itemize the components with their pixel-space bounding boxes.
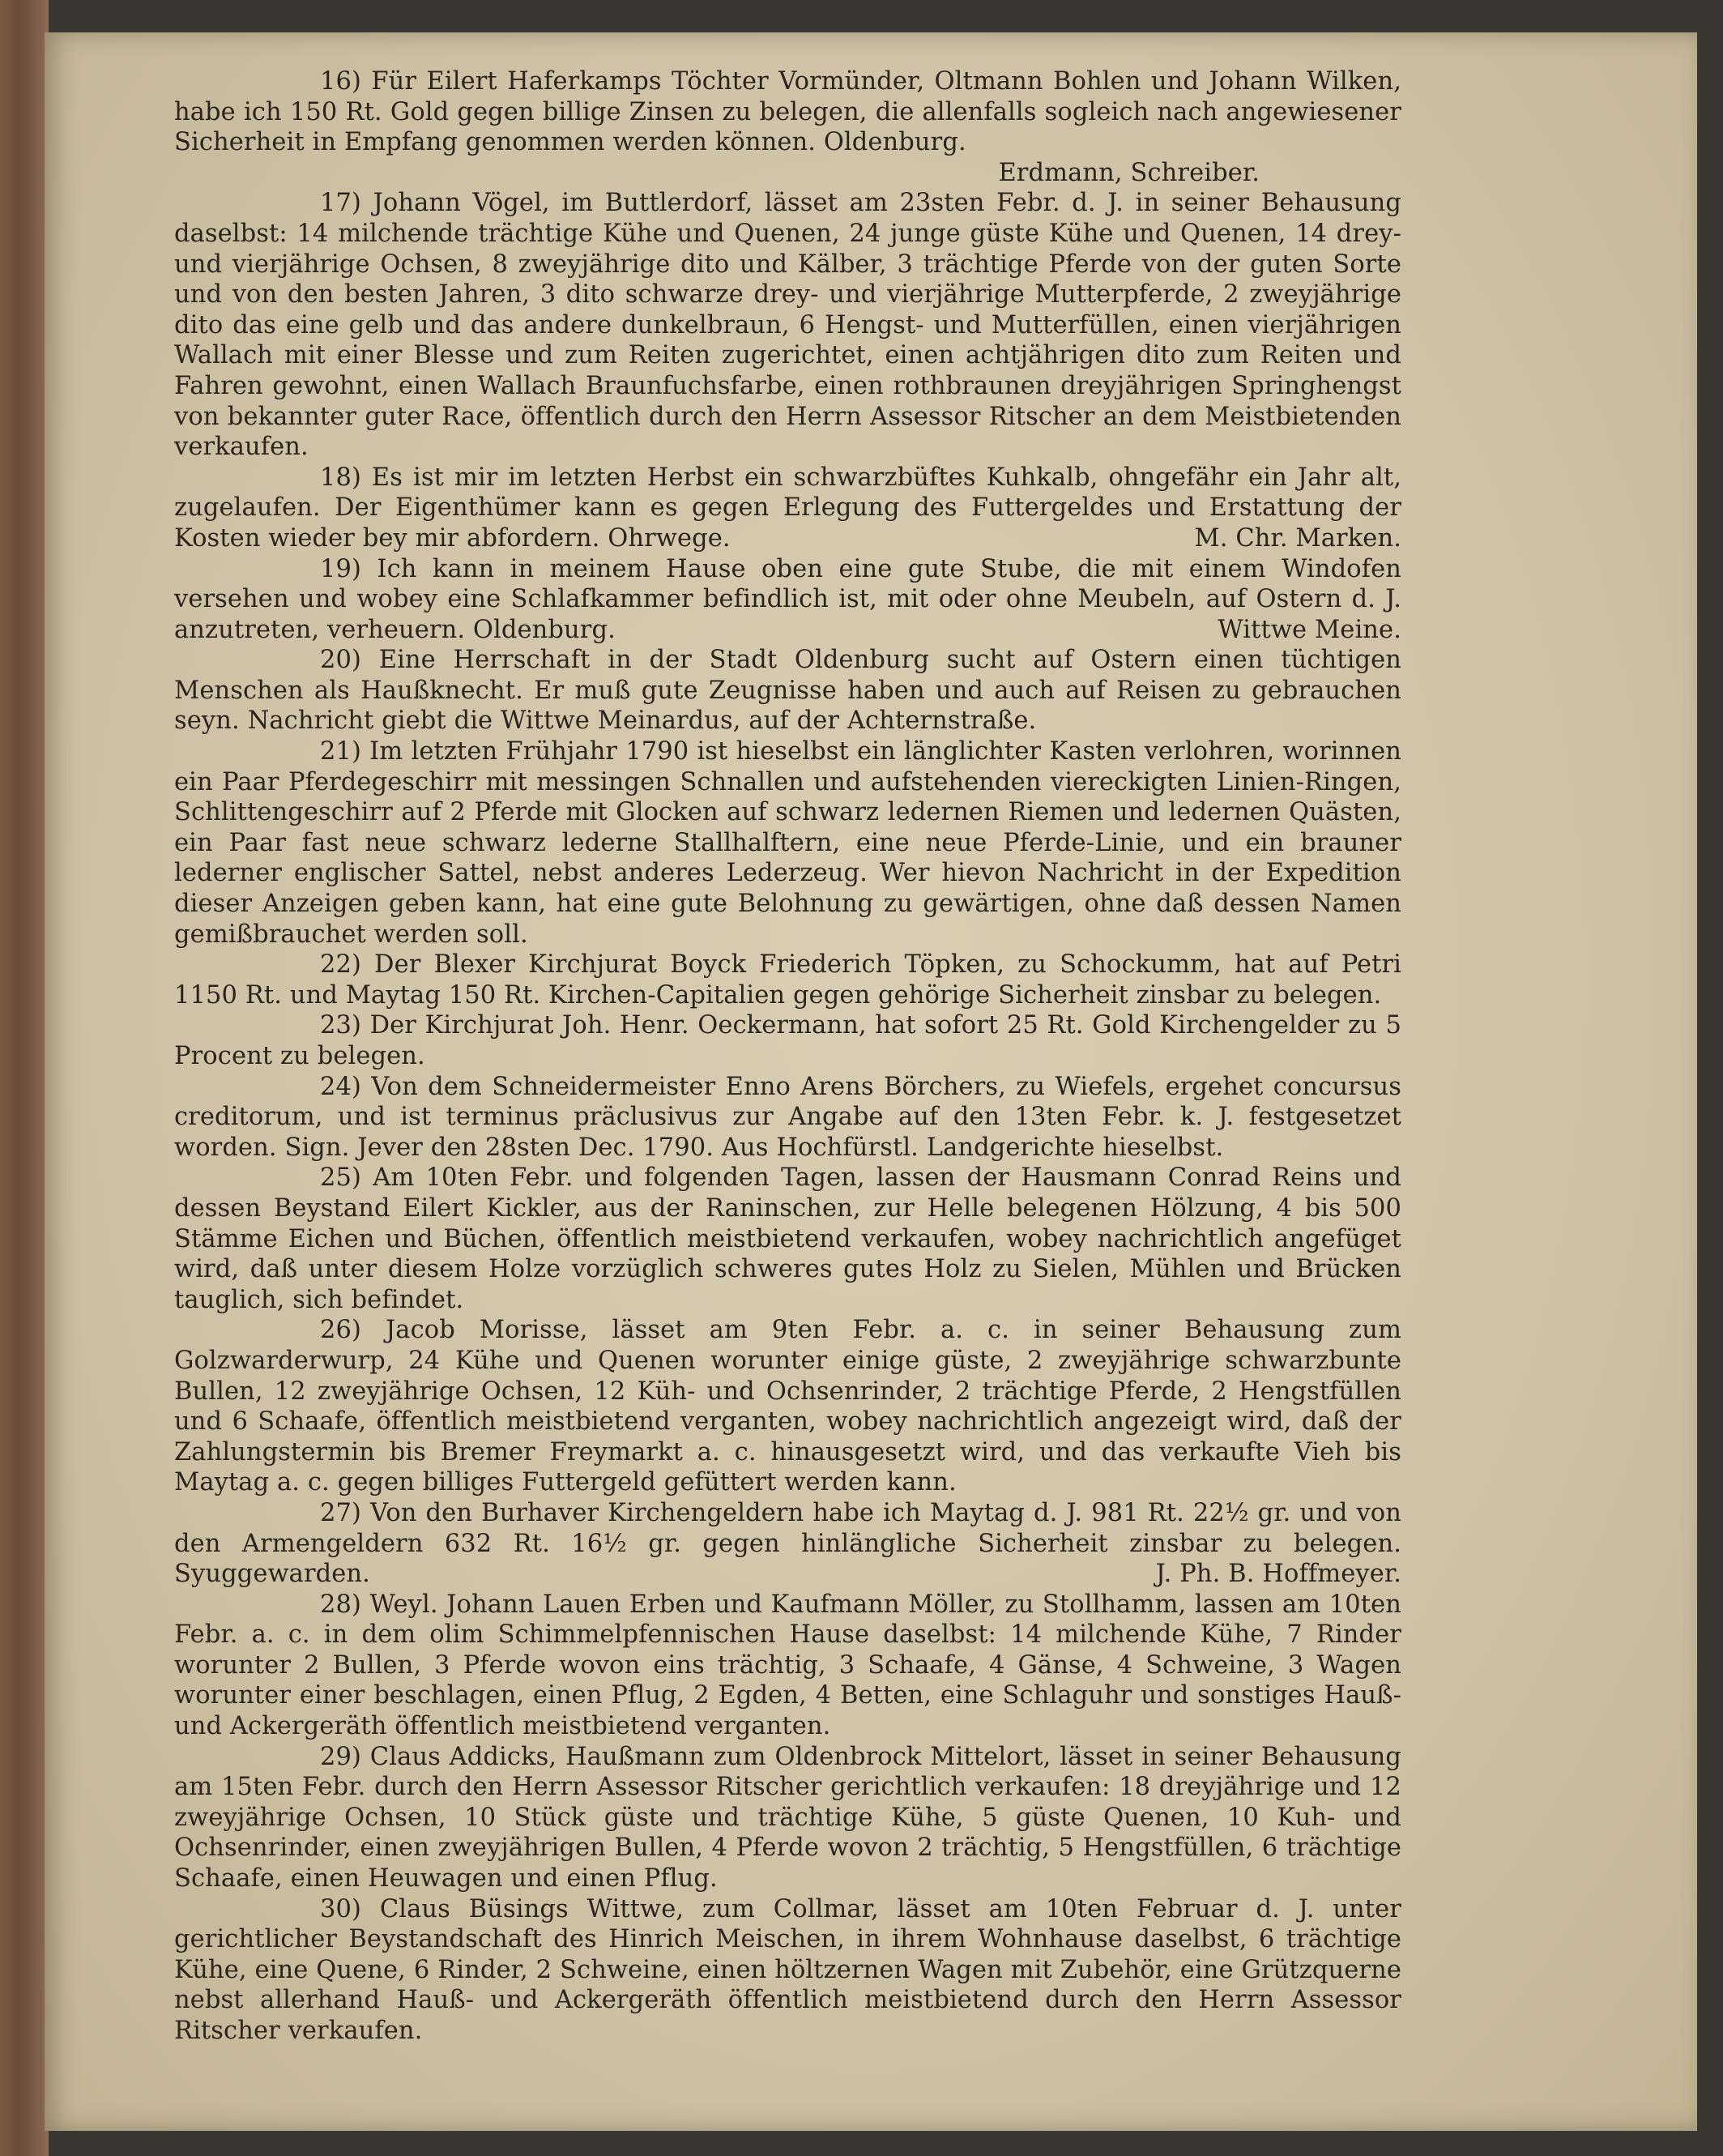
entry-16-signature: Erdmann, Schreiber.: [998, 158, 1260, 187]
document-text: [174, 66, 1401, 2047]
entry-18-signature: M. Chr. Marken.: [1194, 523, 1401, 553]
book-binding: [0, 0, 49, 2156]
entry-25: 25) Am 10ten Febr. und folgenden Tagen, lassen der Hausmann Conrad Reins und dessen Beystand Eilert Kickler, aus der Raninschen, zur Helle belegenen Hölzung, 4 bis 500 Stämme Eichen und Büchen, öffentlich meistbietend verkaufen, wobey nachrichtlich angefüget wird, daß unter diesem Holze vorzüglich schweres gutes Holz zu Sielen, Mühlen und Brücken tauglich, sich befindet.: [174, 1163, 1401, 1314]
entry-17: 17) Johann Vögel, im Buttlerdorf, lässet am 23sten Febr. d. J. in seiner Behausung daselbst: 14 milchende trächtige Kühe und Quenen, 24 junge güste Kühe und Quenen, 14 drey- und vierjährige Ochsen, 8 zweyjährige dito und Kälber, 3 trächtige Pferde von der guten Sorte und von den besten Jahren, 3 dito schwarze drey- und vierjährige Mutterpferde, 2 zweyjährige dito das eine gelb und das andere dunkelbraun, 6 Hengst- und Mutterfüllen, einen vierjährigen Wallach mit einer Blesse und zum Reiten zugerichtet, einen achtjährigen dito zum Reiten und Fahren gewohnt, einen Wallach Braunfuchsfarbe, einen rothbraunen dreyjährigen Springhengst von bekannter guter Race, öffentlich durch den Herrn Assessor Ritscher an dem Meistbietenden verkaufen.: [174, 189, 1401, 462]
entry-23: 23) Der Kirchjurat Joh. Henr. Oeckermann, hat sofort 25 Rt. Gold Kirchengelder zu 5 Procent zu belegen.: [174, 1011, 1401, 1070]
entry-26: 26) Jacob Morisse, lässet am 9ten Febr. a. c. in seiner Behausung zum Golzwarderwurp, 24 Kühe und Quenen worunter einige güste, 2 zweyjährige schwarzbunte Bullen, 12 zweyjährige Ochsen, 12 Küh- und Ochsenrinder, 2 trächtige Pferde, 2 Hengstfüllen und 6 Schaafe, öffentlich meistbietend verganten, wobey nachrichtlich angezeigt wird, daß der Zahlungstermin bis Bremer Freymarkt a. c. hinausgesetzt wird, und das verkaufte Vieh bis Maytag a. c. gegen billiges Futtergeld gefüttert werden kann.: [174, 1316, 1401, 1497]
entry-20: 20) Eine Herrschaft in der Stadt Oldenburg sucht auf Ostern einen tüchtigen Menschen als Haußknecht. Er muß gute Zeugnisse haben und auch auf Reisen zu gebrauchen seyn. Nachricht giebt die Wittwe Meinardus, auf der Achternstraße.: [174, 646, 1401, 736]
entry-18: 18) Es ist mir im letzten Herbst ein schwarzbüftes Kuhkalb, ohngefähr ein Jahr alt, zugelaufen. Der Eigenthümer kann es gegen Erlegung des Futtergeldes und Erstattung der Kosten wieder bey mir abfordern. Ohrwege. M. Chr. Marken.: [174, 463, 1401, 553]
entry-21: 21) Im letzten Frühjahr 1790 ist hieselbst ein länglichter Kasten verlohren, worinnen ein Paar Pferdegeschirr mit messingen Schnallen und aufstehenden viereckigten Linien-Ringen, Schlittengeschirr auf 2 Pferde mit Glocken auf schwarz ledernen Riemen und ledernen Quästen, ein Paar fast neue schwarz lederne Stallhalftern, eine neue Pferde-Linie, und ein brauner lederner englischer Sattel, nebst anderes Lederzeug. Wer hievon Nachricht in der Expedition dieser Anzeigen geben kann, hat eine gute Belohnung zu gewärtigen, ohne daß dessen Namen gemißbrauchet werden soll.: [174, 737, 1401, 949]
entry-27: 27) Von den Burhaver Kirchengeldern habe ich Maytag d. J. 981 Rt. 22½ gr. und von den Armengeldern 632 Rt. 16½ gr. gegen hinlängliche Sicherheit zinsbar zu belegen. Syuggewarden. J. Ph. B. Hoffmeyer.: [174, 1498, 1401, 1589]
entry-30: 30) Claus Büsings Wittwe, zum Collmar, lässet am 10ten Februar d. J. unter gerichtlicher Beystandschaft des Hinrich Meischen, in ihrem Wohnhause daselbst, 6 trächtige Kühe, eine Quene, 6 Rinder, 2 Schweine, einen höltzernen Wagen mit Zubehör, eine Grützquerne nebst allerhand Hauß- und Ackergeräth öffentlich meistbietend durch den Herrn Assessor Ritscher verkaufen.: [174, 1894, 1401, 2045]
entry-28: 28) Weyl. Johann Lauen Erben und Kaufmann Möller, zu Stollhamm, lassen am 10ten Febr. a. c. in dem olim Schimmelpfennischen Hause daselbst: 14 milchende Kühe, 7 Rinder worunter 2 Bullen, 3 Pferde wovon eins trächtig, 3 Schaafe, 4 Gänse, 4 Schweine, 3 Wagen worunter einer beschlagen, einen Pflug, 2 Egden, 4 Betten, eine Schlaguhr und sonstiges Hauß- und Ackergeräth öffentlich meistbietend verganten.: [174, 1590, 1401, 1741]
entry-24: 24) Von dem Schneidermeister Enno Arens Börchers, zu Wiefels, ergehet concursus creditorum, und ist terminus präclusivus zur Angabe auf den 13ten Febr. k. J. festgesetzet worden. Sign. Jever den 28sten Dec. 1790. Aus Hochfürstl. Landgerichte hieselbst.: [174, 1072, 1401, 1162]
entry-29: 29) Claus Addicks, Haußmann zum Oldenbrock Mittelort, lässet in seiner Behausung am 15ten Febr. durch den Herrn Assessor Ritscher gerichtlich verkaufen: 18 dreyjährige und 12 zweyjährige Ochsen, 10 Stück güste und trächtige Kühe, 5 güste Quenen, 10 Kuh- und Ochsenrinder, einen zweyjährigen Bullen, 4 Pferde wovon 2 trächtig, 5 Hengstfüllen, 6 trächtige Schaafe, einen Heuwagen und einen Pflug.: [174, 1742, 1401, 1893]
entry-16: 16) Für Eilert Haferkamps Töchter Vormünder, Oltmann Bohlen und Johann Wilken, habe ich 150 Rt. Gold gegen billige Zinsen zu belegen, die allenfalls sogleich nach angewiesener Sicherheit in Empfang genommen werden können. Oldenburg.: [174, 67, 1401, 157]
entry-19: 19) Ich kann in meinem Hause oben eine gute Stube, die mit einem Windofen versehen und wobey eine Schlafkammer befindlich ist, mit oder ohne Meubeln, auf Ostern d. J. anzutreten, verheuern. Oldenburg. Wittwe Meine.: [174, 554, 1401, 644]
entry-22: 22) Der Blexer Kirchjurat Boyck Friederich Töpken, zu Schockumm, hat auf Petri 1150 Rt. und Maytag 150 Rt. Kirchen-Capitalien gegen gehörige Sicherheit zinsbar zu belegen.: [174, 950, 1401, 1010]
entry-27-signature: J. Ph. B. Hoffmeyer.: [1155, 1560, 1401, 1589]
entry-19-signature: Wittwe Meine.: [1218, 615, 1401, 644]
